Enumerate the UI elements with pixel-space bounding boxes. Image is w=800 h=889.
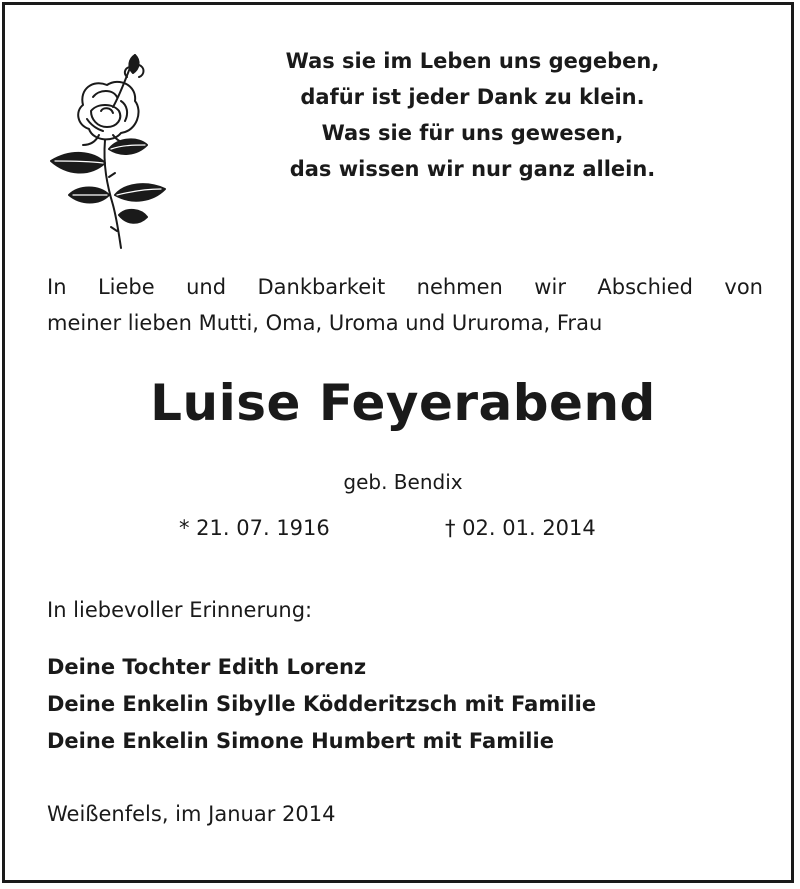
obituary-frame bbox=[2, 2, 794, 883]
poem-line: Was sie im Leben uns gegeben, bbox=[285, 49, 660, 73]
poem bbox=[205, 43, 740, 187]
memory-heading: In liebevoller Erinnerung: bbox=[47, 598, 313, 622]
rose-icon bbox=[43, 45, 171, 250]
mourners-list bbox=[47, 649, 596, 760]
intro-line: meiner lieben Mutti, Oma, Uroma und Ururoma, Frau bbox=[47, 311, 603, 335]
mourner-entry: Deine Enkelin Simone Humbert mit Familie bbox=[47, 729, 554, 753]
poem-line: das wissen wir nur ganz allein. bbox=[289, 157, 656, 181]
mourner-entry: Deine Enkelin Sibylle Ködderitzsch mit Familie bbox=[47, 692, 597, 716]
maiden-name: geb. Bendix bbox=[343, 470, 463, 494]
deceased-name: Luise Feyerabend bbox=[150, 374, 656, 432]
poem-line: dafür ist jeder Dank zu klein. bbox=[300, 85, 645, 109]
intro-text bbox=[47, 269, 763, 341]
poem-line: Was sie für uns gewesen, bbox=[321, 121, 624, 145]
place-and-date: Weißenfels, im Januar 2014 bbox=[47, 802, 336, 826]
mourner-entry: Deine Tochter Edith Lorenz bbox=[47, 655, 367, 679]
intro-line: In Liebe und Dankbarkeit nehmen wir Abschied von bbox=[47, 275, 763, 299]
death-date: † 02. 01. 2014 bbox=[445, 516, 596, 540]
birth-date: * 21. 07. 1916 bbox=[179, 516, 330, 540]
